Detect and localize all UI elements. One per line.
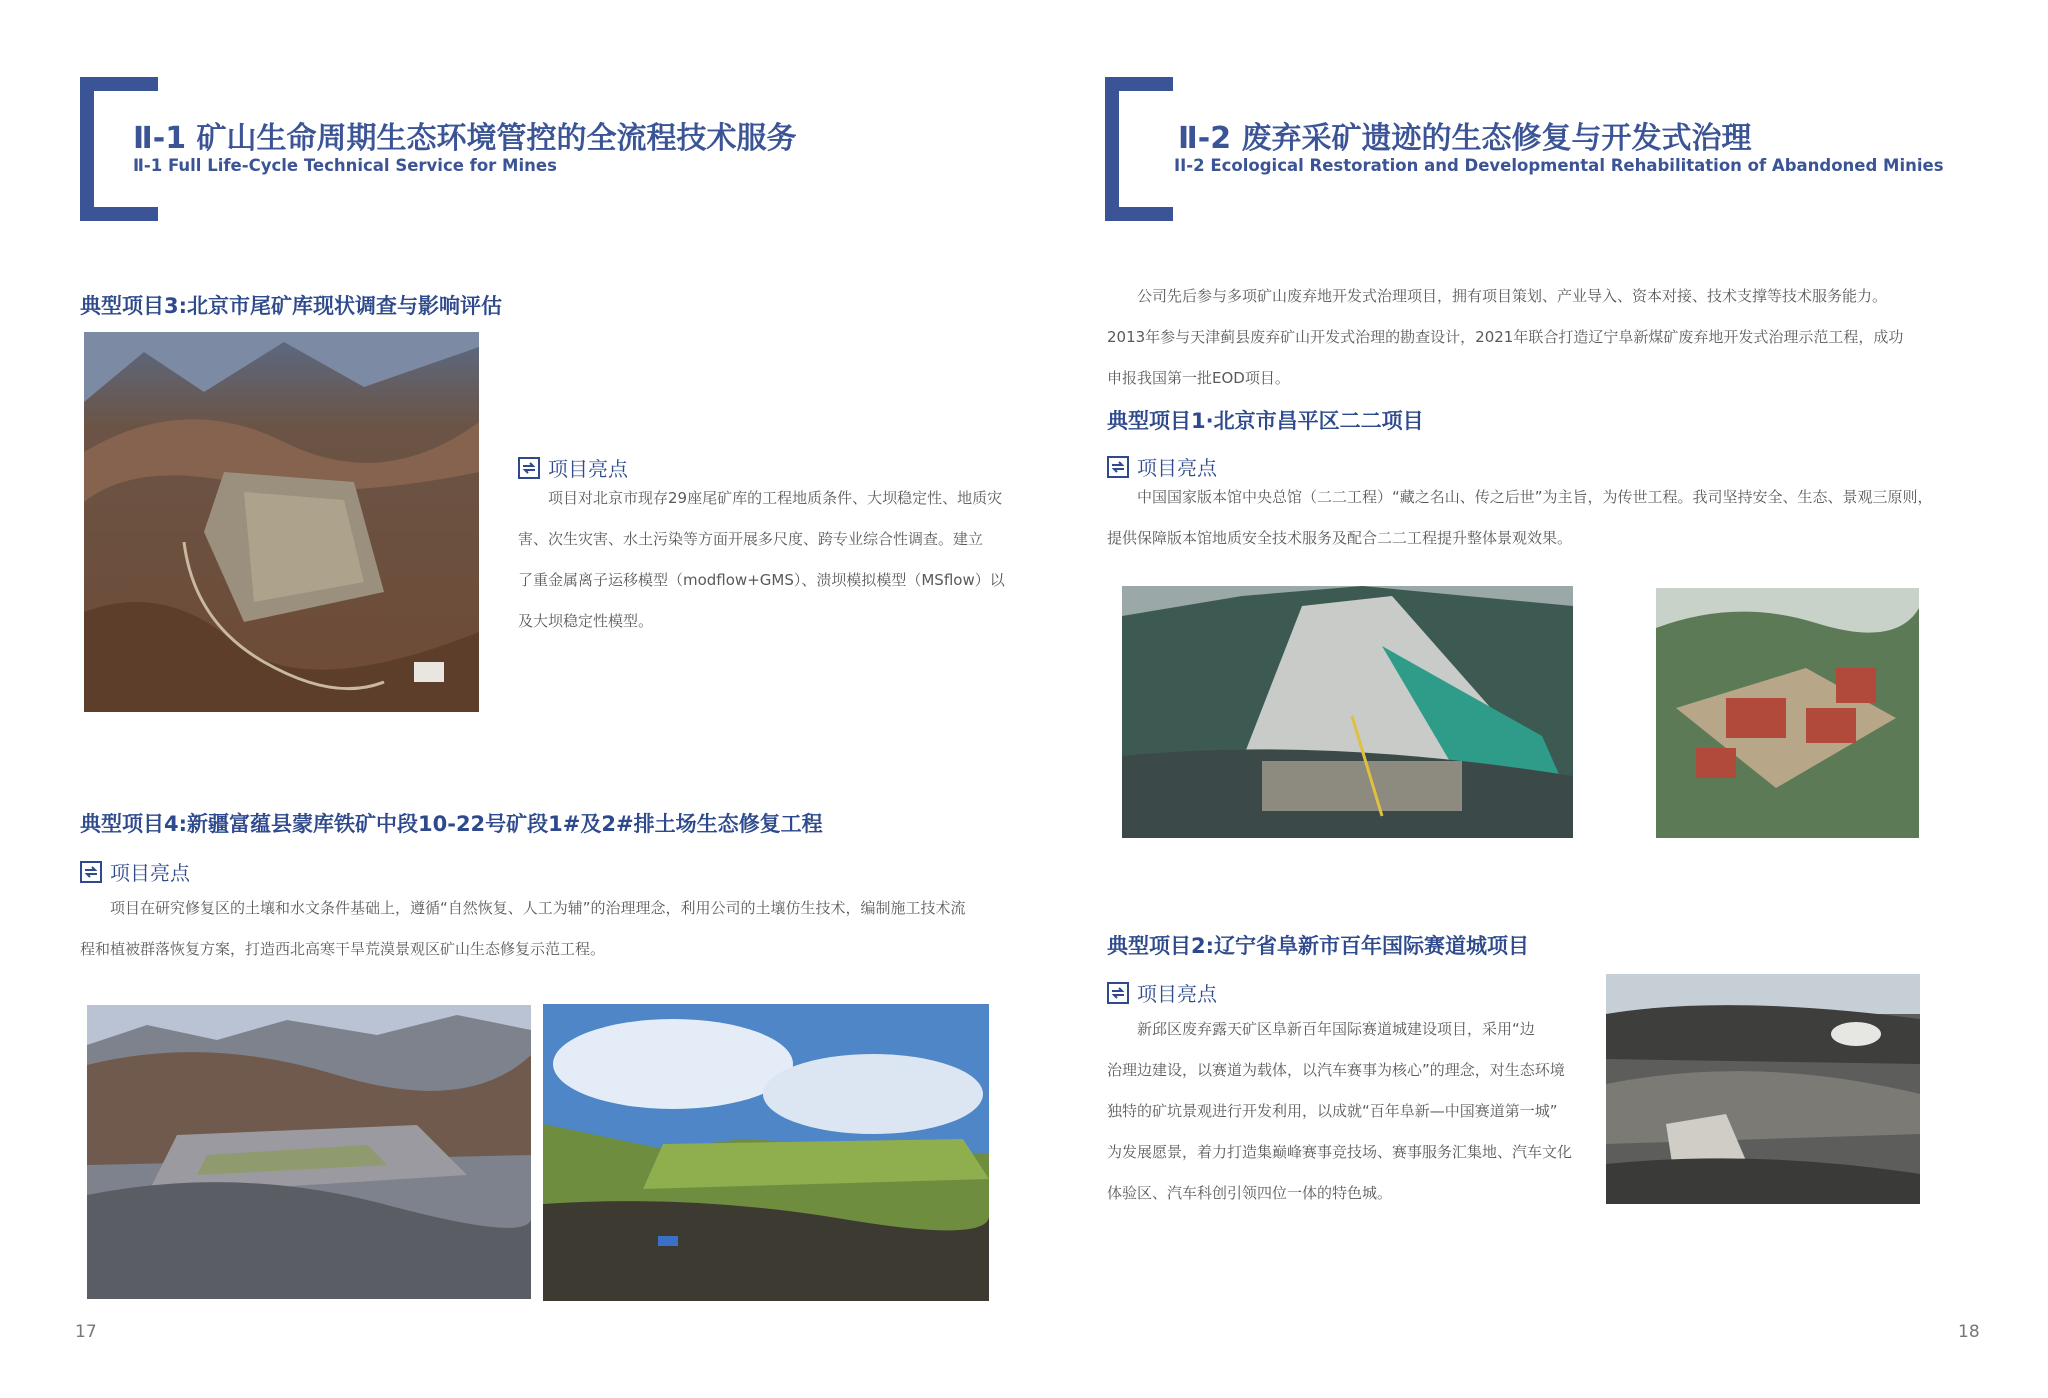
text-line: 了重金属离子运移模型（modflow+GMS）、溃坝模拟模型（MSflow）以 — [518, 571, 1005, 589]
section-subtitle-left: Ⅱ-1 Full Life-Cycle Technical Service for Mines — [133, 156, 557, 175]
page-number-left: 17 — [75, 1322, 97, 1342]
highlight-label: 项目亮点 — [1137, 456, 1217, 480]
project2-description — [1107, 1009, 1572, 1214]
quarry-slope-photo — [1122, 586, 1573, 838]
section-subtitle-right: II-2 Ecological Restoration and Developmental Rehabilitation of Abandoned Minies — [1174, 156, 1944, 175]
highlight-arrow-icon — [80, 861, 102, 883]
section-title-right: Ⅱ-2 废弃采矿遗迹的生态修复与开发式治理 — [1178, 121, 1752, 156]
highlight-label: 项目亮点 — [548, 457, 628, 481]
highlight-arrow-icon — [1107, 982, 1129, 1004]
project4-title: 典型项目4:新疆富蕴县蒙库铁矿中段10-22号矿段1#及2#排土场生态修复工程 — [80, 812, 823, 836]
text-line: 中国国家版本馆中央总馆（二二工程）“藏之名山、传之后世”为主旨，为传世工程。我司坚持安全、生态、景观三原则， — [1107, 488, 1933, 506]
project3-title: 典型项目3:北京市尾矿库现状调查与影响评估 — [80, 294, 503, 318]
highlight-label: 项目亮点 — [1137, 982, 1217, 1006]
national-archives-render-photo — [1656, 588, 1919, 838]
project3-description — [518, 478, 1005, 642]
section-title-left: Ⅱ-1 矿山生命周期生态环境管控的全流程技术服务 — [133, 121, 797, 156]
section-bracket-right — [1105, 77, 1173, 221]
text-line: 程和植被群落恢复方案，打造西北高寒干旱荒漠景观区矿山生态修复示范工程。 — [80, 940, 606, 958]
text-line: 项目在研究修复区的土壤和水文条件基础上，遵循“自然恢复、人工为辅”的治理理念，利用公司的土壤仿生技术，编制施工技术流 — [80, 899, 966, 917]
text-line: 为发展愿景，着力打造集巅峰赛事竞技场、赛事服务汇集地、汽车文化 — [1107, 1143, 1573, 1161]
text-line: 新邱区废弃露天矿区阜新百年国际赛道城建设项目，采用“边 — [1107, 1020, 1535, 1038]
highlight-label: 项目亮点 — [110, 861, 190, 885]
project2-highlight-heading — [1107, 978, 1217, 1007]
text-line: 提供保障版本馆地质安全技术服务及配合二二工程提升整体景观效果。 — [1107, 529, 1573, 547]
right-intro-paragraph — [1107, 276, 1903, 399]
text-line: 治理边建设，以赛道为载体，以汽车赛事为核心”的理念，对生态环境 — [1107, 1061, 1565, 1079]
project4-description — [80, 888, 966, 970]
highlight-arrow-icon — [1107, 456, 1129, 478]
project4-highlight-heading — [80, 857, 190, 886]
tailings-pond-aerial-photo — [84, 332, 479, 712]
text-line: 害、次生灾害、水土污染等方面开展多尺度、跨专业综合性调查。建立 — [518, 530, 984, 548]
project1-description — [1107, 477, 1933, 559]
text-line: 及大坝稳定性模型。 — [518, 612, 654, 630]
text-line: 独特的矿坑景观进行开发利用，以成就“百年阜新—中国赛道第一城” — [1107, 1102, 1558, 1120]
text-line: 申报我国第一批EOD项目。 — [1107, 369, 1290, 387]
text-line: 公司先后参与多项矿山废弃地开发式治理项目，拥有项目策划、产业导入、资本对接、技术支撑等技术服务能力。 — [1107, 287, 1888, 305]
text-line: 体验区、汽车科创引领四位一体的特色城。 — [1107, 1184, 1393, 1202]
project1-title: 典型项目1·北京市昌平区二二项目 — [1107, 409, 1424, 433]
open-pit-mine-photo — [1606, 974, 1920, 1204]
restored-green-slope-photo — [543, 1004, 989, 1301]
highlight-arrow-icon — [518, 457, 540, 479]
page-number-right: 18 — [1958, 1322, 1980, 1342]
text-line: 项目对北京市现存29座尾矿库的工程地质条件、大坝稳定性、地质灾 — [518, 489, 1003, 507]
dump-site-mountain-photo — [87, 1005, 531, 1299]
text-line: 2013年参与天津蓟县废弃矿山开发式治理的勘查设计，2021年联合打造辽宁阜新煤矿废弃地开发式治理示范工程，成功 — [1107, 328, 1904, 346]
project2-title: 典型项目2:辽宁省阜新市百年国际赛道城项目 — [1107, 934, 1530, 958]
